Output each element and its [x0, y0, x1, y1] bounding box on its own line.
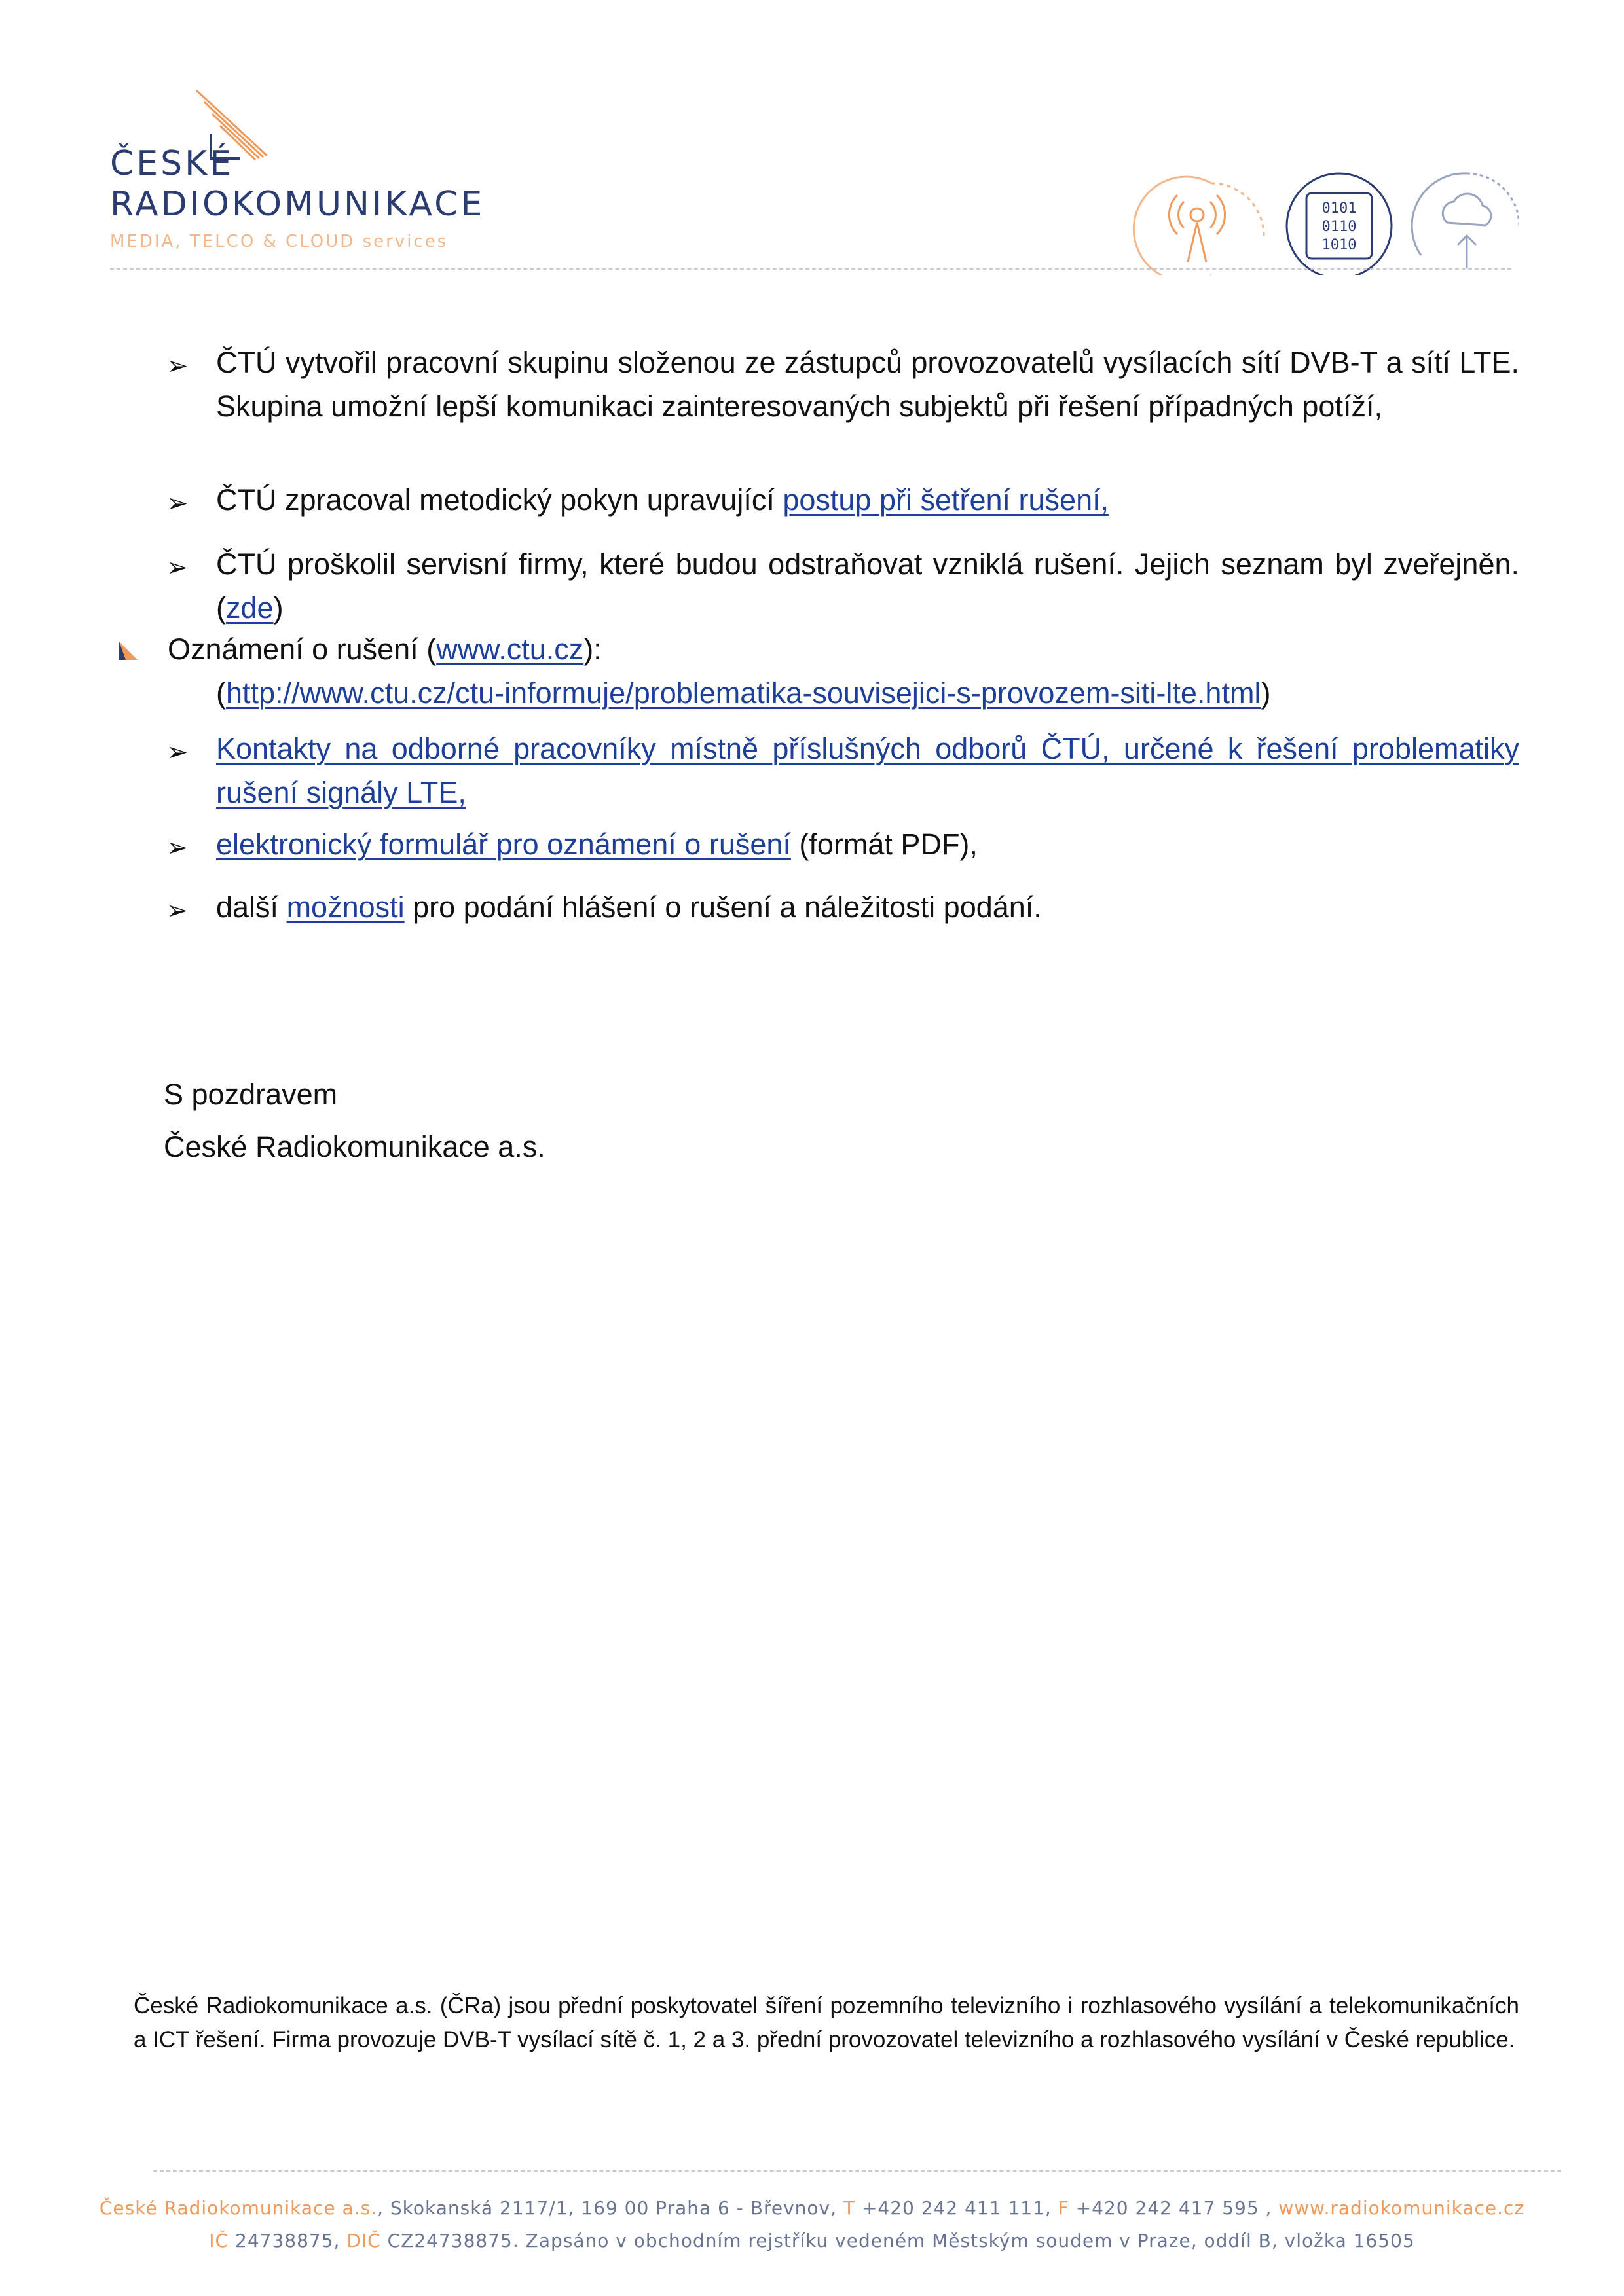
arrow-bullet-icon: ➢: [166, 553, 189, 582]
bullet-work-group: ČTÚ vytvořil pracovní skupinu složenou ze zástupců provozovatelů vysílacích sítí DVB-T a sítí LTE. Skupina umožní lepší komunikaci zainteresovaných subjektů při řešení případných potíží,: [216, 346, 1519, 423]
announcement-url-line: (http://www.ctu.cz/ctu-informuje/problematika-souvisejici-s-provozem-siti-lte.html): [216, 676, 1271, 710]
footer-fax: +420 242 417 595 ,: [1069, 2197, 1279, 2219]
arrow-bullet-icon: ➢: [166, 738, 189, 767]
logo-tagline: MEDIA, TELCO & CLOUD services: [110, 232, 449, 251]
bullet-service-firms: ČTÚ proškolil servisní firmy, které budou odstraňovat vzniklá rušení. Jejich seznam byl zveřejněn. (zde): [216, 547, 1519, 625]
header-divider: [110, 268, 1511, 270]
link-firm-list[interactable]: zde: [226, 591, 274, 625]
bullet-electronic-form: elektronický formulář pro oznámení o rušení (formát PDF),: [216, 828, 978, 861]
svg-text:1010: 1010: [1321, 237, 1357, 253]
footer-dic: CZ24738875. Zapsáno v obchodním rejstříku vedeném Městským soudem v Praze, oddíl B, vložka 16505: [380, 2230, 1415, 2251]
company-about: České Radiokomunikace a.s. (ČRa) jsou přední poskytovatel šíření pozemního televizního i rozhlasového vysílání a telekomunikačních a ICT řešení. Firma provozuje DVB-T vysílací sítě č. 1, 2 a 3. přední provozovatel televizního a rozhlasového vysílání v České republice.: [134, 1993, 1519, 2052]
company-logo: [110, 144, 485, 251]
arrow-bullet-icon: ➢: [166, 896, 189, 925]
antenna-icon: [1134, 177, 1264, 275]
footer-registration-line: IČ 24738875, DIČ CZ24738875. Zapsáno v obchodním rejstříku vedeném Městským soudem v Praze, oddíl B, vložka 16505: [209, 2230, 1415, 2251]
link-contacts[interactable]: Kontakty na odborné pracovníky místně příslušných odborů ČTÚ, určené k řešení problematiky rušení signály LTE,: [216, 732, 1519, 809]
announcement-label: Oznámení o rušení (www.ctu.cz):: [168, 632, 602, 666]
footer-ic: 24738875,: [229, 2230, 347, 2251]
bullet-other-options: další možnosti pro podání hlášení o rušení a náležitosti podání.: [216, 890, 1042, 924]
link-ctu-website[interactable]: www.ctu.cz: [436, 632, 584, 666]
bullet-contacts: [216, 727, 1519, 814]
link-interference-procedure[interactable]: postup při šetření rušení,: [783, 483, 1109, 517]
announcement-block: [168, 627, 1517, 715]
binary-data-icon: [1287, 173, 1392, 275]
footer-website[interactable]: www.radiokomunikace.cz: [1278, 2197, 1525, 2219]
logo-line-2: RADIOKOMUNIKACE: [110, 185, 485, 224]
footer-address-line: České Radiokomunikace a.s., Skokanská 2117/1, 169 00 Praha 6 - Břevnov, T +420 242 411 111, F +420 242 417 595 , www.radiokomunikace.cz: [99, 2197, 1525, 2219]
header-service-icons: [1113, 164, 1519, 275]
signature: České Radiokomunikace a.s.: [164, 1130, 545, 1163]
footer-phone: +420 242 411 111,: [855, 2197, 1058, 2219]
triangle-bullet-icon: [119, 642, 138, 660]
footer-company-name: České Radiokomunikace a.s.: [99, 2197, 378, 2219]
bullet-methodology: ČTÚ zpracoval metodický pokyn upravující postup při šetření rušení,: [216, 483, 1109, 517]
cloud-upload-icon: [1412, 173, 1519, 268]
footer-divider: [153, 2170, 1561, 2172]
logo-line-1: ČESKÉ: [110, 144, 234, 183]
closing-greeting: S pozdravem: [164, 1078, 338, 1111]
link-options[interactable]: možnosti: [286, 890, 405, 924]
svg-text:0101: 0101: [1321, 200, 1357, 217]
arrow-bullet-icon: ➢: [166, 489, 189, 518]
link-electronic-form[interactable]: elektronický formulář pro oznámení o rušení: [216, 828, 791, 861]
link-lte-problems-page[interactable]: http://www.ctu.cz/ctu-informuje/problematika-souvisejici-s-provozem-siti-lte.html: [226, 676, 1261, 710]
arrow-bullet-icon: ➢: [166, 352, 189, 380]
svg-text:0110: 0110: [1321, 219, 1357, 235]
arrow-bullet-icon: ➢: [166, 833, 189, 862]
